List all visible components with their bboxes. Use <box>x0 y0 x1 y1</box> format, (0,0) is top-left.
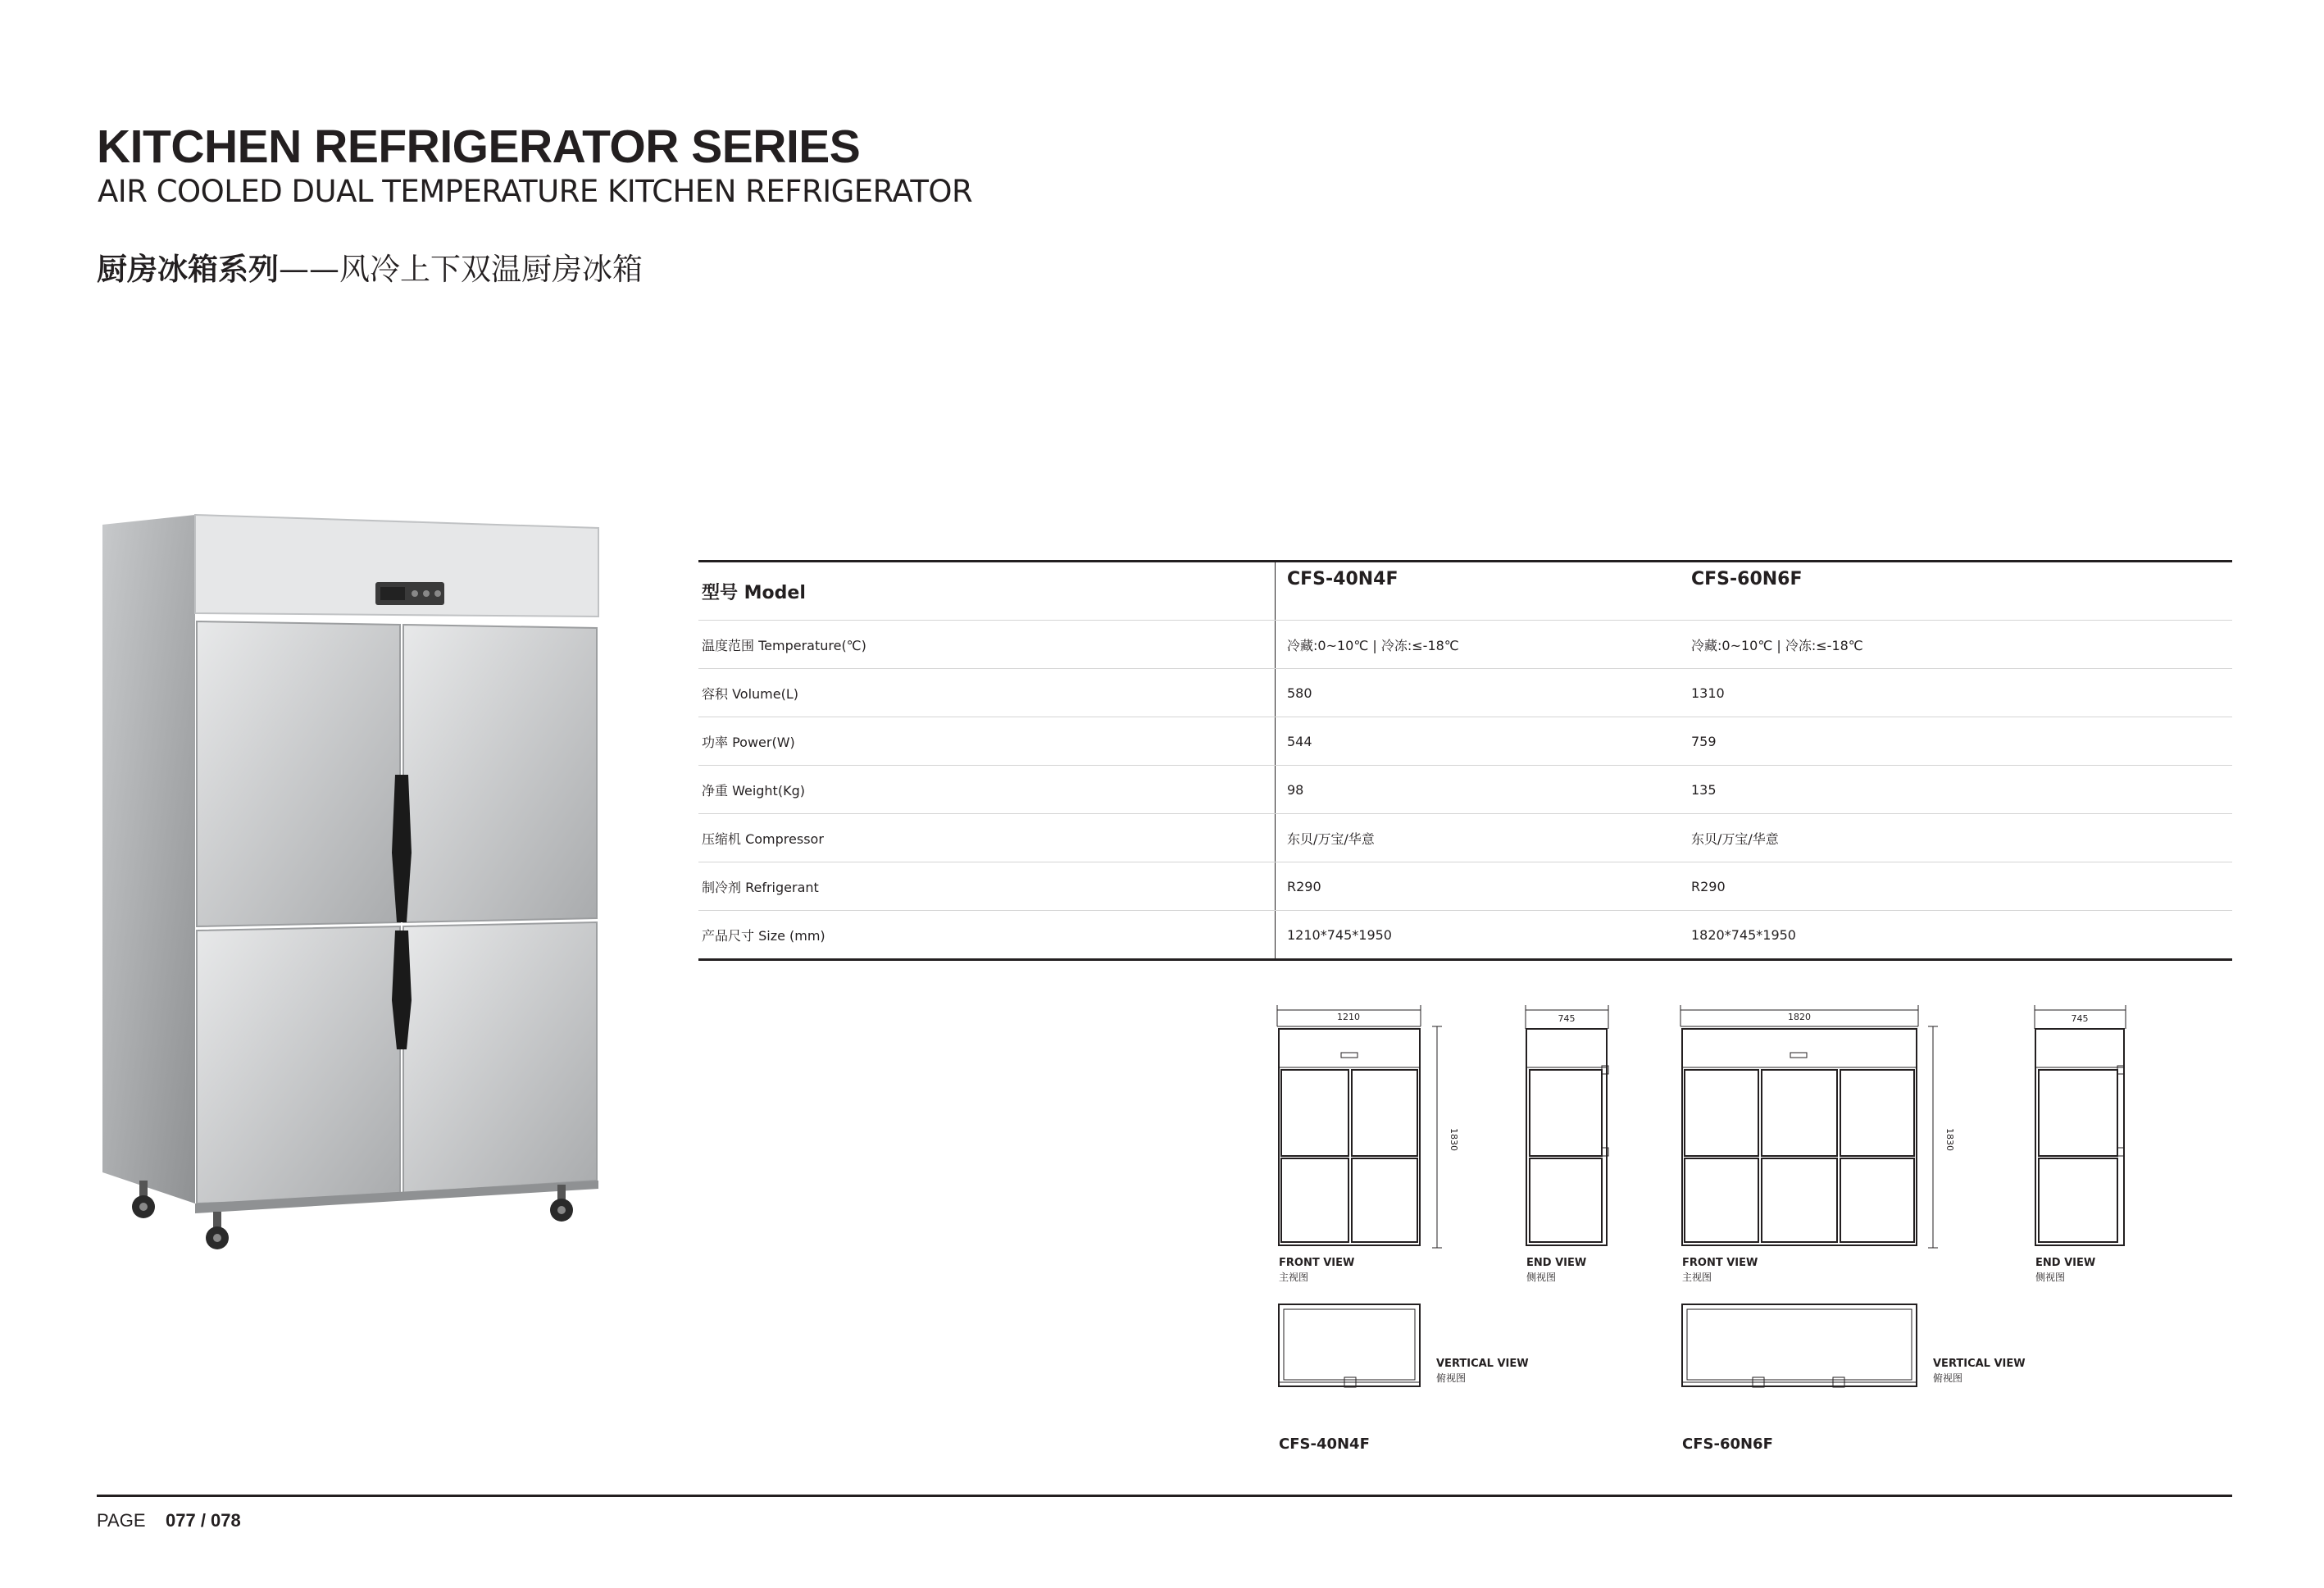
spec-value: 冷藏:0~10℃ | 冷冻:≤-18℃ <box>1680 621 2232 669</box>
spec-value: 冷藏:0~10℃ | 冷冻:≤-18℃ <box>1276 621 1680 669</box>
spec-label: 产品尺寸 Size (mm) <box>702 927 825 944</box>
spec-header-label: 型号 Model <box>698 562 1276 621</box>
spec-value: 135 <box>1680 766 2232 814</box>
spec-header-model: CFS-40N4F <box>1276 562 1680 621</box>
model-b-width-dim: 1820 <box>1788 1012 1811 1022</box>
model-a-depth-dim: 745 <box>1558 1013 1576 1024</box>
model-b-height-dim: 1830 <box>1944 1128 1955 1151</box>
spec-label: 容积 Volume(L) <box>698 669 1276 717</box>
page-label: PAGE <box>97 1510 146 1531</box>
spec-value: 544 <box>1276 717 1680 766</box>
spec-value: R290 <box>1680 862 2232 911</box>
model-b-depth-dim: 745 <box>2071 1013 2089 1024</box>
model-a-name: CFS-40N4F <box>1279 1436 1370 1453</box>
model-a-vertical-view-label-cn: 俯视图 <box>1436 1372 1467 1384</box>
page-subtitle: AIR COOLED DUAL TEMPERATURE KITCHEN REFRIGERATOR <box>98 174 973 209</box>
spec-value: 东贝/万宝/华意 <box>1276 814 1680 862</box>
model-b-name: CFS-60N6F <box>1682 1436 1773 1453</box>
chinese-title-bold: 厨房冰箱系列 <box>97 252 279 287</box>
model-a-end-view-label: END VIEW <box>1526 1257 1587 1269</box>
spec-value: 759 <box>1680 717 2232 766</box>
spec-value: 1210*745*1950 <box>1276 911 1680 960</box>
spec-value: 98 <box>1276 766 1680 814</box>
page-number: 077 / 078 <box>166 1510 241 1531</box>
model-a-front-view <box>1277 1005 1442 1248</box>
model-a-width-dim: 1210 <box>1337 1012 1360 1022</box>
spec-value: 1310 <box>1680 669 2232 717</box>
model-b-front-view <box>1680 1005 1938 1248</box>
chinese-title-rest: ——风冷上下双温厨房冰箱 <box>279 252 643 287</box>
model-b-vertical-view-label-cn: 俯视图 <box>1933 1372 1963 1384</box>
model-a-front-view-label-cn: 主视图 <box>1279 1272 1309 1283</box>
model-b-front-view-label-cn: 主视图 <box>1682 1272 1712 1283</box>
page-title: KITCHEN REFRIGERATOR SERIES <box>97 121 861 173</box>
model-a-end-view-label-cn: 侧视图 <box>1526 1272 1557 1283</box>
spec-label: 温度范围 Temperature(℃) <box>698 621 1276 669</box>
spec-header-model: CFS-60N6F <box>1680 562 2232 621</box>
spec-label: 压缩机 Compressor <box>698 814 1276 862</box>
model-b-front-view-label: FRONT VIEW <box>1682 1257 1758 1269</box>
spec-value: 东贝/万宝/华意 <box>1680 814 2232 862</box>
spec-label: 净重 Weight(Kg) <box>698 766 1276 814</box>
model-a-vertical-view-label: VERTICAL VIEW <box>1436 1358 1529 1370</box>
model-a-height-dim: 1830 <box>1449 1128 1459 1151</box>
spec-value: 1820*745*1950 <box>1691 926 1796 943</box>
spec-value: R290 <box>1276 862 1680 911</box>
model-b-end-view <box>2035 1005 2126 1245</box>
model-a-end-view <box>1526 1005 1608 1245</box>
model-b-vertical-view <box>1682 1304 1917 1387</box>
spec-label: 功率 Power(W) <box>698 717 1276 766</box>
spec-label: 制冷剂 Refrigerant <box>698 862 1276 911</box>
model-b-end-view-label: END VIEW <box>2035 1257 2096 1269</box>
model-a-vertical-view <box>1279 1304 1420 1387</box>
footer-divider <box>97 1495 2232 1497</box>
model-b-vertical-view-label: VERTICAL VIEW <box>1933 1358 2026 1370</box>
spec-value: 580 <box>1276 669 1680 717</box>
model-b-end-view-label-cn: 侧视图 <box>2035 1272 2066 1283</box>
model-a-front-view-label: FRONT VIEW <box>1279 1257 1355 1269</box>
